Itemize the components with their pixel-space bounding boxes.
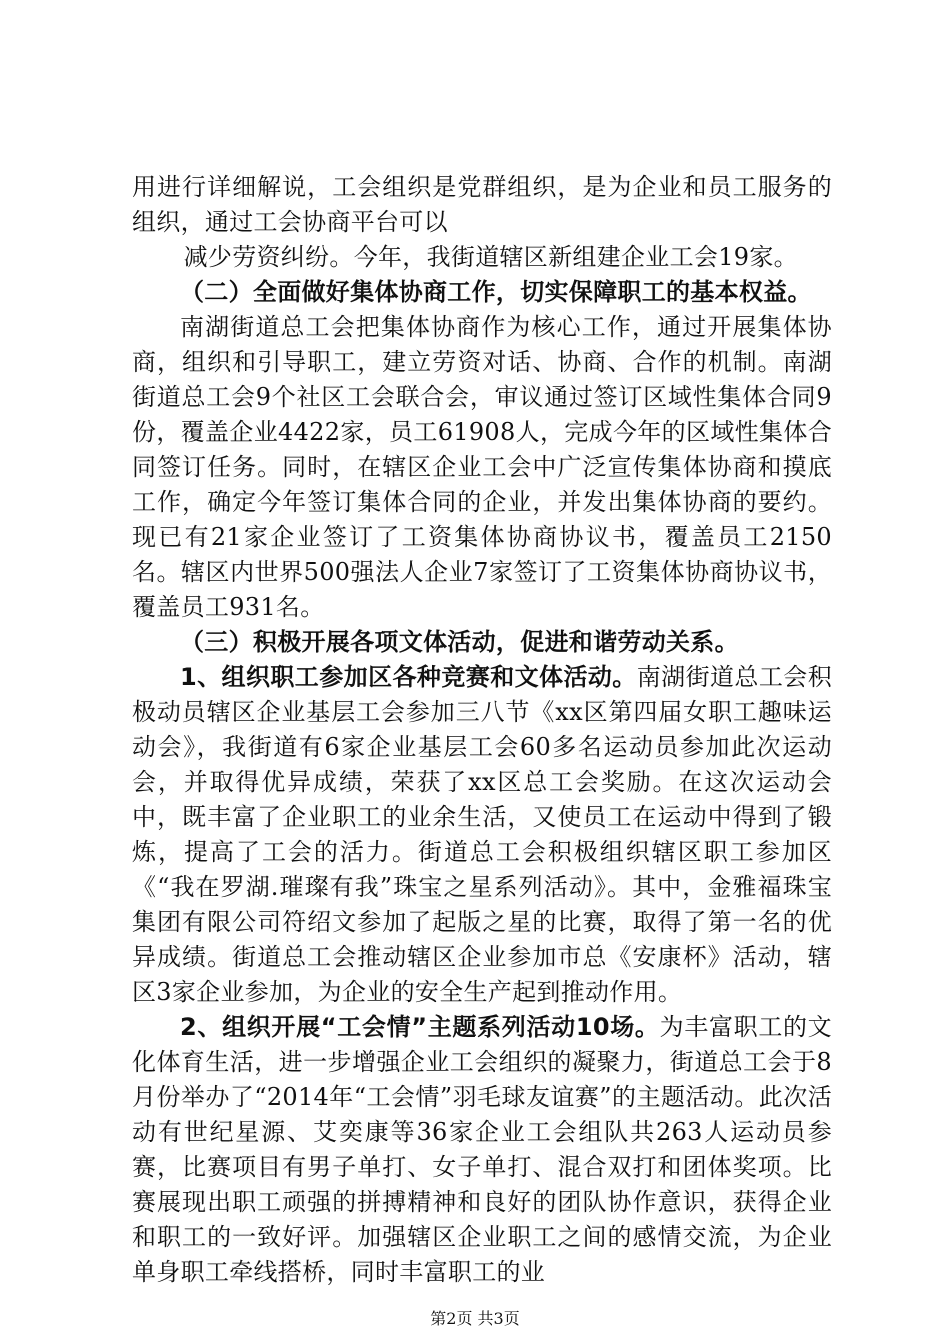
paragraph-union-events-lead: 2、组织开展“工会情”主题系列活动10场。 <box>180 1013 660 1041</box>
heading-cultural-activities: （三）积极开展各项文体活动，促进和谐劳动关系。 <box>180 628 739 656</box>
heading-collective-bargaining: （二）全面做好集体协商工作，切实保障职工的基本权益。 <box>180 278 812 306</box>
page-footer: 第2页 共3页 <box>430 1309 520 1328</box>
paragraph-union-events-body: 为丰富职工的文化体育生活，进一步增强企业工会组织的凝聚力，街道总工会于8月份举办了“2014年“工会情”羽毛球友谊赛”的主题活动。此次活动有世纪星源、艾奕康等36家企业工会组队共263人运动员参赛，比赛项目有男子单打、女子单打、混合双打和团体奖项。比赛展现出职工顽强的拼搏精神和良好的团队协作意识，获得企业和职工的一致好评。加强辖区企业职工之间的感情交流，为企业单身职工牵线搭桥，同时丰富职工的业 <box>132 1013 832 1286</box>
paragraph-collective-bargaining: 南湖街道总工会把集体协商作为核心工作，通过开展集体协商，组织和引导职工，建立劳资对话、协商、合作的机制。南湖街道总工会9个社区工会联合会，审议通过签订区域性集体合同9份，覆盖企业4422家，员工61908人，完成今年的区域性集体合同签订任务。同时，在辖区企业工会中广泛宣传集体协商和摸底工作，确定今年签订集体合同的企业，并发出集体协商的要约。现已有21家企业签订了工资集体协商协议书，覆盖员工2150名。辖区内世界500强法人企业7家签订了工资集体协商协议书，覆盖员工931名。 <box>132 313 832 621</box>
paragraph-competitions-lead: 1、组织职工参加区各种竞赛和文体活动。 <box>180 663 637 691</box>
paragraph-intro: 用进行详细解说，工会组织是党群组织，是为企业和员工服务的组织，通过工会协商平台可以 <box>132 173 832 236</box>
paragraph-competitions <box>132 660 832 1010</box>
paragraph-competitions-body: 南湖街道总工会积极动员辖区企业基层工会参加三八节《xx区第四届女职工趣味运动会》，我街道有6家企业基层工会60多名运动员参加此次运动会，并取得优异成绩，荣获了xx区总工会奖励。在这次运动会中，既丰富了企业职工的业余生活，又使员工在运动中得到了锻炼，提高了工会的活力。街道总工会积极组织辖区职工参加区《“我在罗湖.璀璨有我”珠宝之星系列活动》。其中，金雅福珠宝集团有限公司符绍文参加了起版之星的比赛，取得了第一名的优异成绩。街道总工会推动辖区企业参加市总《安康杯》活动，辖区3家企业参加，为企业的安全生产起到推动作用。 <box>132 663 832 1006</box>
paragraph-new-unions: 减少劳资纠纷。今年，我街道辖区新组建企业工会19家。 <box>183 243 798 271</box>
paragraph-union-events <box>132 1010 832 1290</box>
document-body <box>132 170 832 1290</box>
